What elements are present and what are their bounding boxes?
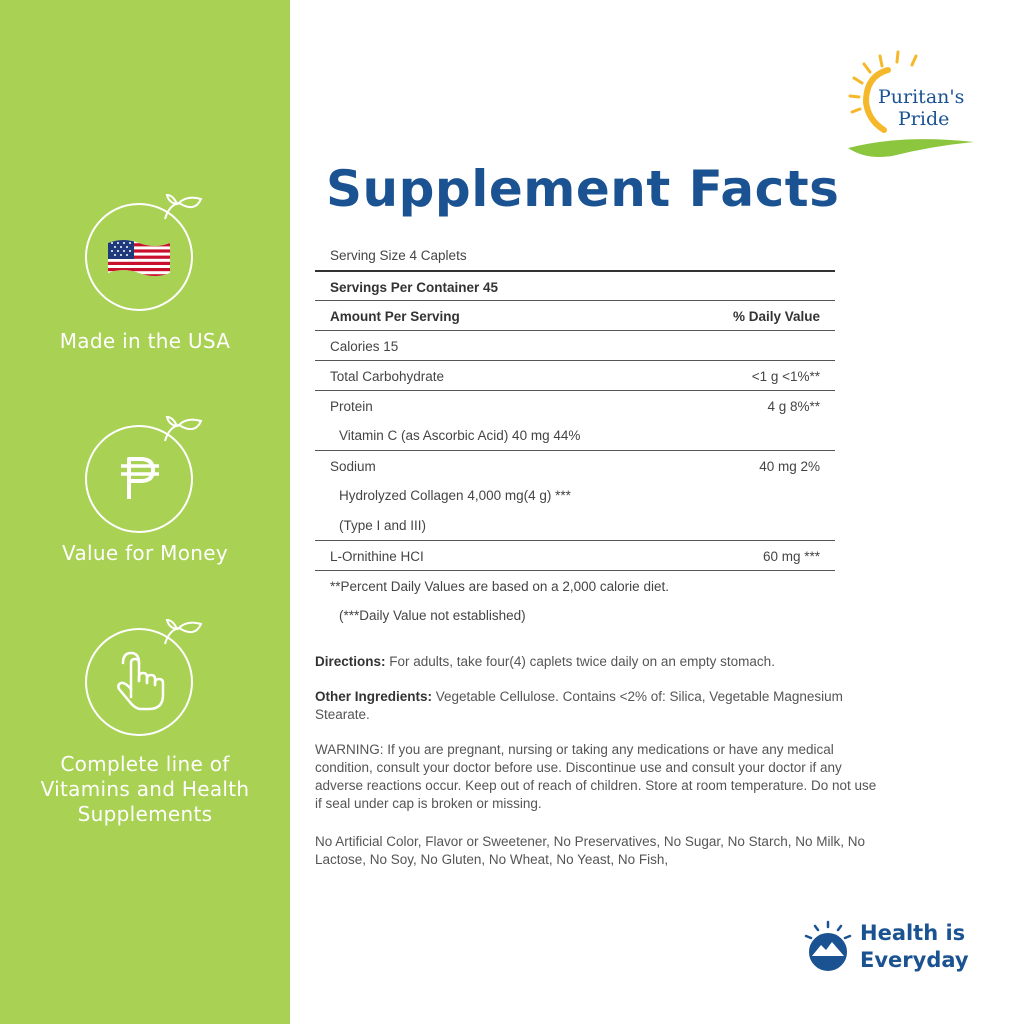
nutrient-label: Total Carbohydrate bbox=[330, 369, 445, 384]
footnote-row bbox=[315, 570, 835, 600]
table-row bbox=[315, 540, 835, 570]
serving-size-row bbox=[315, 240, 835, 270]
nutrient-label: Calories 15 bbox=[330, 339, 399, 354]
nutrient-label: (Type I and III) bbox=[339, 518, 427, 533]
table-row bbox=[315, 360, 835, 390]
logo-text-line1: Puritan's bbox=[878, 86, 965, 108]
other-ingredients-body: Vegetable Cellulose. Contains <2% of: Silica, Vegetable Magnesium Stearate. bbox=[315, 689, 843, 722]
page-title: Supplement Facts bbox=[326, 160, 840, 218]
nutrient-value: <1 g <1%** bbox=[751, 369, 820, 384]
nutrient-value: 4 g 8%** bbox=[767, 399, 820, 414]
made-in-usa-label: Made in the USA bbox=[59, 329, 231, 353]
nutrient-label: Sodium bbox=[330, 459, 376, 474]
logo-text-line2: Pride bbox=[898, 108, 950, 130]
peso-sign-icon bbox=[113, 453, 165, 505]
servings-per-container: Servings Per Container 45 bbox=[330, 280, 499, 295]
table-row bbox=[315, 510, 835, 540]
puritans-pride-logo bbox=[842, 50, 984, 162]
nutrient-label: Vitamin C (as Ascorbic Acid) 40 mg 44% bbox=[339, 428, 581, 443]
brand-line1: Health is bbox=[860, 921, 966, 945]
supplement-facts-table bbox=[315, 240, 835, 630]
nutrient-value: 40 mg 2% bbox=[759, 459, 820, 474]
leaf-icon bbox=[163, 193, 203, 221]
brand-line2: Everyday bbox=[860, 948, 969, 972]
value-for-money-label: Value for Money bbox=[62, 541, 228, 565]
footnote-not-established: (***Daily Value not established) bbox=[339, 608, 526, 623]
brand-text bbox=[860, 920, 969, 974]
table-header-row bbox=[315, 300, 835, 330]
directions-label: Directions: bbox=[315, 654, 386, 669]
amount-per-serving-header: Amount Per Serving bbox=[330, 309, 460, 324]
leaf-icon bbox=[163, 618, 203, 646]
nutrient-label: Protein bbox=[330, 399, 373, 414]
directions-body: For adults, take four(4) caplets twice daily on an empty stomach. bbox=[385, 654, 775, 669]
health-is-everyday-brand bbox=[802, 918, 982, 978]
nutrient-value: 60 mg *** bbox=[762, 549, 820, 564]
nutrient-label: L-Ornithine HCI bbox=[330, 549, 424, 564]
footnote-daily-values: **Percent Daily Values are based on a 2,000 calorie diet. bbox=[330, 579, 669, 594]
complete-line-label: Complete line of Vitamins and Health Supplements bbox=[40, 752, 250, 826]
table-row bbox=[315, 480, 835, 510]
free-from-text: No Artificial Color, Flavor or Sweetener, No Preservatives, No Sugar, No Starch, No Milk, No Lactose, No Soy, No Gluten, No Wheat, No Yeast, No Fish, bbox=[315, 834, 865, 867]
other-ingredients-text bbox=[315, 688, 885, 724]
servings-per-container-row bbox=[315, 270, 835, 300]
nutrient-label: Hydrolyzed Collagen 4,000 mg(4 g) *** bbox=[339, 488, 571, 503]
table-row bbox=[315, 330, 835, 360]
directions-text bbox=[315, 653, 885, 671]
leaf-icon bbox=[163, 415, 203, 443]
daily-value-header: % Daily Value bbox=[732, 309, 820, 324]
table-row bbox=[315, 390, 835, 420]
pointing-hand-icon bbox=[109, 651, 169, 713]
warning-text: WARNING: If you are pregnant, nursing or taking any medications or have any medical condition, consult your doctor before use. Discontinue use and consult your doctor if any adverse reactions occur. Keep out of reach of children. Store at room temperature. Do not use if seal under cap is broken or missing. bbox=[315, 742, 877, 811]
usa-flag-icon bbox=[106, 237, 172, 277]
feature-sidebar bbox=[0, 0, 290, 1024]
table-row bbox=[315, 420, 835, 450]
serving-size: Serving Size 4 Caplets bbox=[330, 248, 467, 263]
table-row bbox=[315, 450, 835, 480]
other-ingredients-label: Other Ingredients: bbox=[315, 689, 433, 704]
mountain-sun-icon bbox=[802, 920, 854, 972]
footnote-row bbox=[315, 600, 835, 630]
